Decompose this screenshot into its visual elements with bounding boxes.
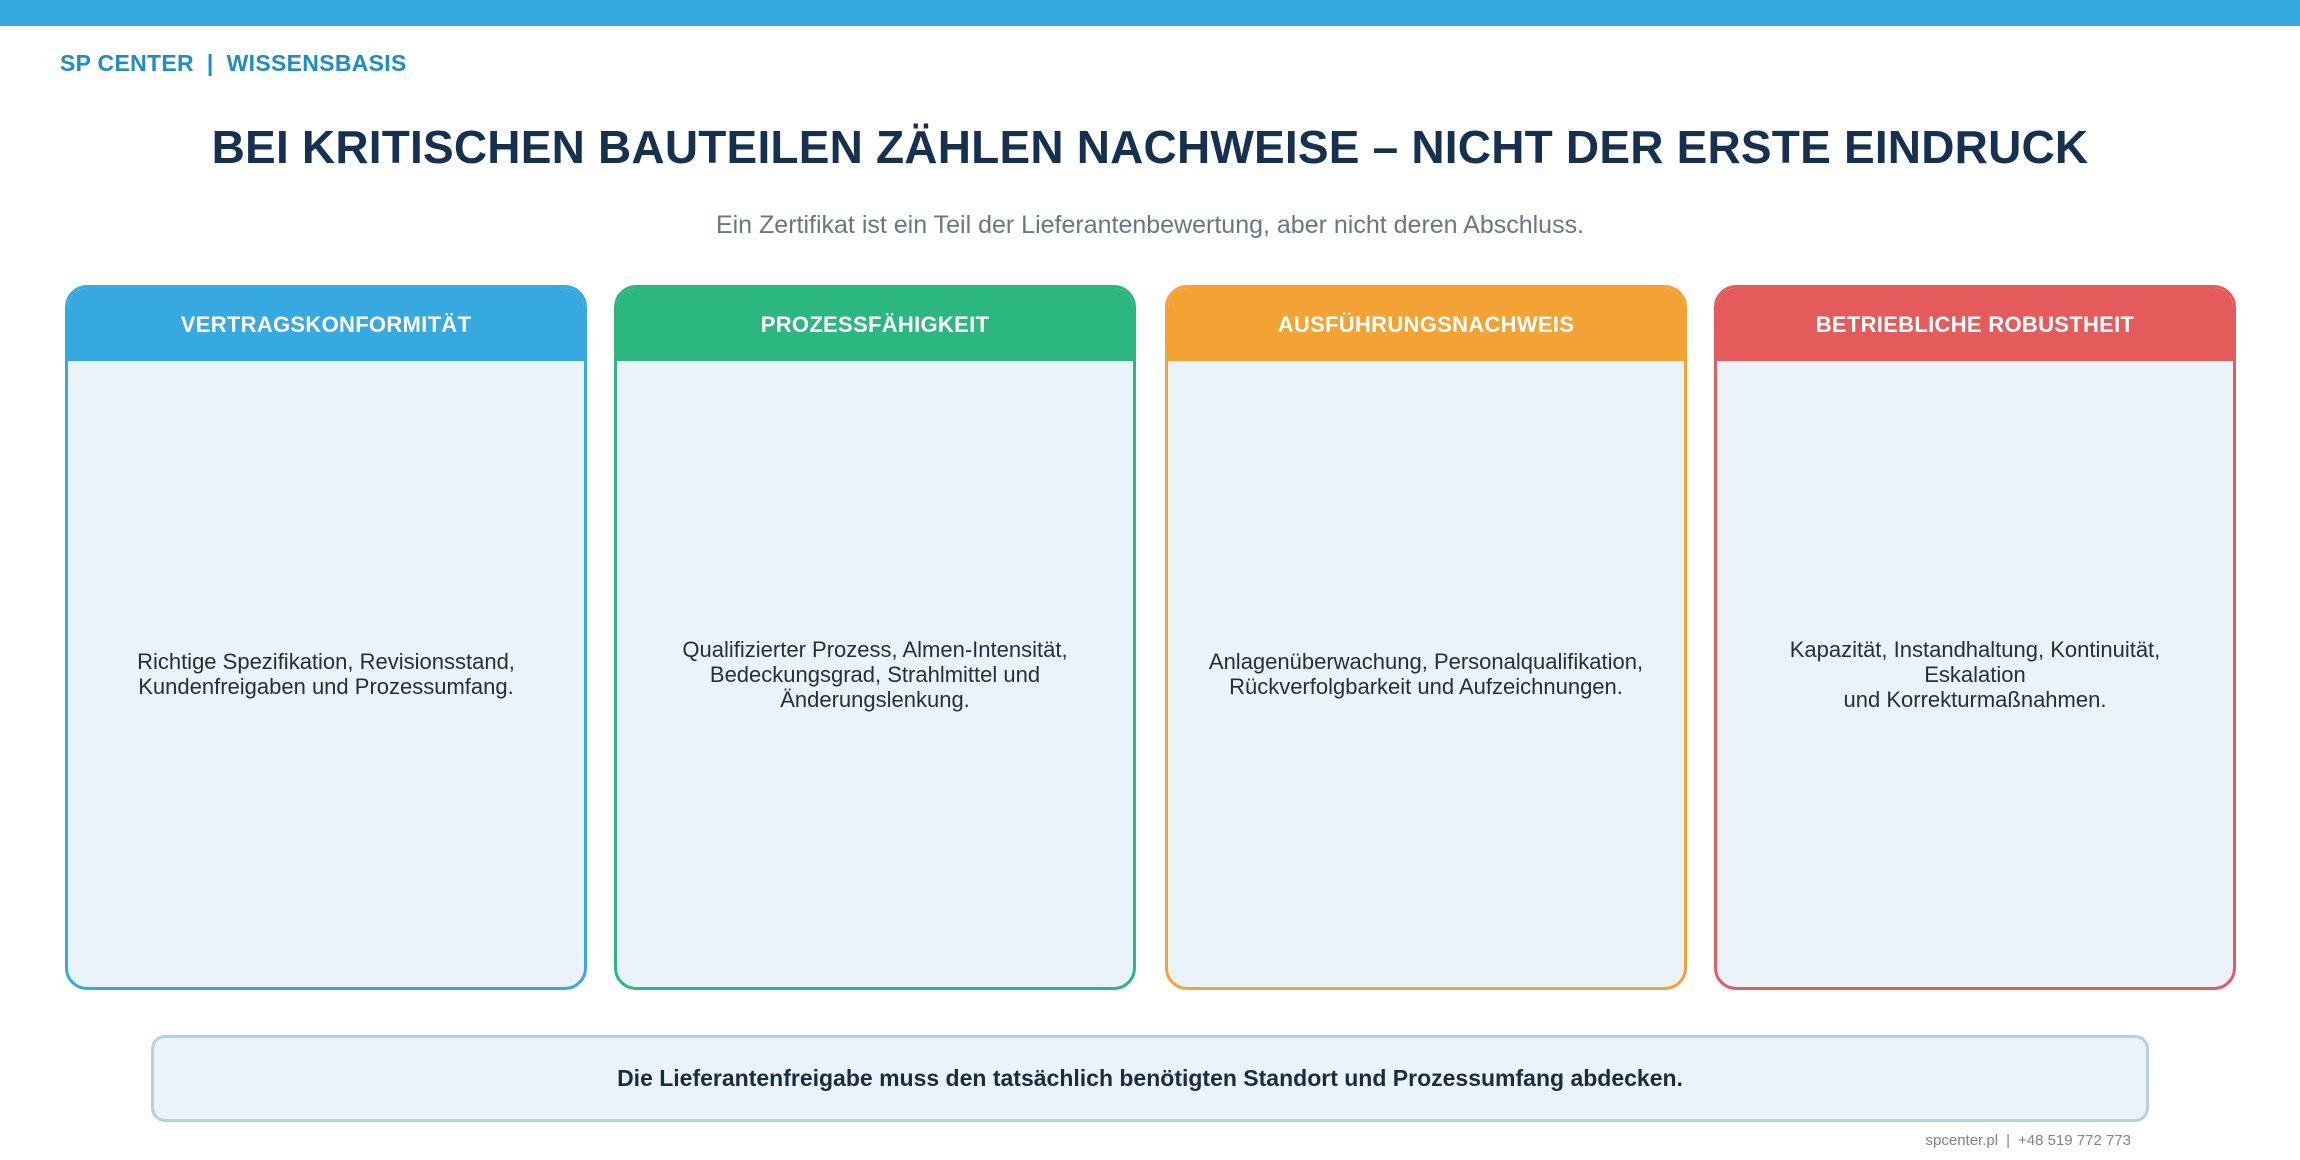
- card-text-line: Qualifizierter Prozess, Almen-Intensität,: [682, 636, 1068, 662]
- card-body: [68, 361, 584, 987]
- card-text-line: Rückverfolgbarkeit und Aufzeichnungen.: [1229, 674, 1623, 699]
- card-text-line: Änderungslenkung.: [780, 686, 970, 712]
- card-text-line: Kundenfreigaben und Prozessumfang.: [138, 674, 514, 699]
- page-title: BEI KRITISCHEN BAUTEILEN ZÄHLEN NACHWEISE – NICHT DER ERSTE EINDRUCK: [211, 121, 2089, 173]
- brand-header: [60, 50, 407, 77]
- card-betriebliche-robustheit: [1714, 285, 2236, 990]
- brand-separator: |: [206, 50, 214, 76]
- card-header: BETRIEBLICHE ROBUSTHEIT: [1717, 288, 2233, 361]
- contact-info: [1926, 1132, 2131, 1149]
- website-link[interactable]: spcenter.pl: [1925, 1132, 1999, 1149]
- card-body: [1168, 361, 1684, 987]
- card-body: [1717, 361, 2233, 987]
- footer-note: Die Lieferantenfreigabe muss den tatsächlich benötigten Standort und Prozessumfang abdecken.: [151, 1035, 2149, 1122]
- brand-name: SP CENTER: [60, 50, 194, 76]
- card-vertragskonformitaet: [65, 285, 587, 990]
- card-text-line: Kapazität, Instandhaltung, Kontinuität, Eskalation: [1789, 636, 2161, 687]
- page-subtitle: Ein Zertifikat ist ein Teil der Lieferantenbewertung, aber nicht deren Abschluss.: [715, 211, 1585, 239]
- card-ausfuehrungsnachweis: [1165, 285, 1687, 990]
- card-text-line: und Korrekturmaßnahmen.: [1843, 686, 2107, 712]
- criteria-cards: [65, 285, 2235, 990]
- card-prozessfaehigkeit: [614, 285, 1136, 990]
- card-header: PROZESSFÄHIGKEIT: [617, 288, 1133, 361]
- card-text-line: Richtige Spezifikation, Revisionsstand,: [137, 649, 515, 674]
- phone-number: +48 519 772 773: [2017, 1132, 2131, 1149]
- top-accent-bar: [0, 0, 2300, 26]
- card-text-line: Bedeckungsgrad, Strahlmittel und: [709, 661, 1041, 687]
- contact-separator: |: [2006, 1132, 2010, 1149]
- card-text-line: Anlagenüberwachung, Personalqualifikation,: [1208, 649, 1644, 674]
- card-body: [617, 361, 1133, 987]
- section-name: WISSENSBASIS: [226, 50, 407, 76]
- card-header: VERTRAGSKONFORMITÄT: [68, 288, 584, 361]
- card-header: AUSFÜHRUNGSNACHWEIS: [1168, 288, 1684, 361]
